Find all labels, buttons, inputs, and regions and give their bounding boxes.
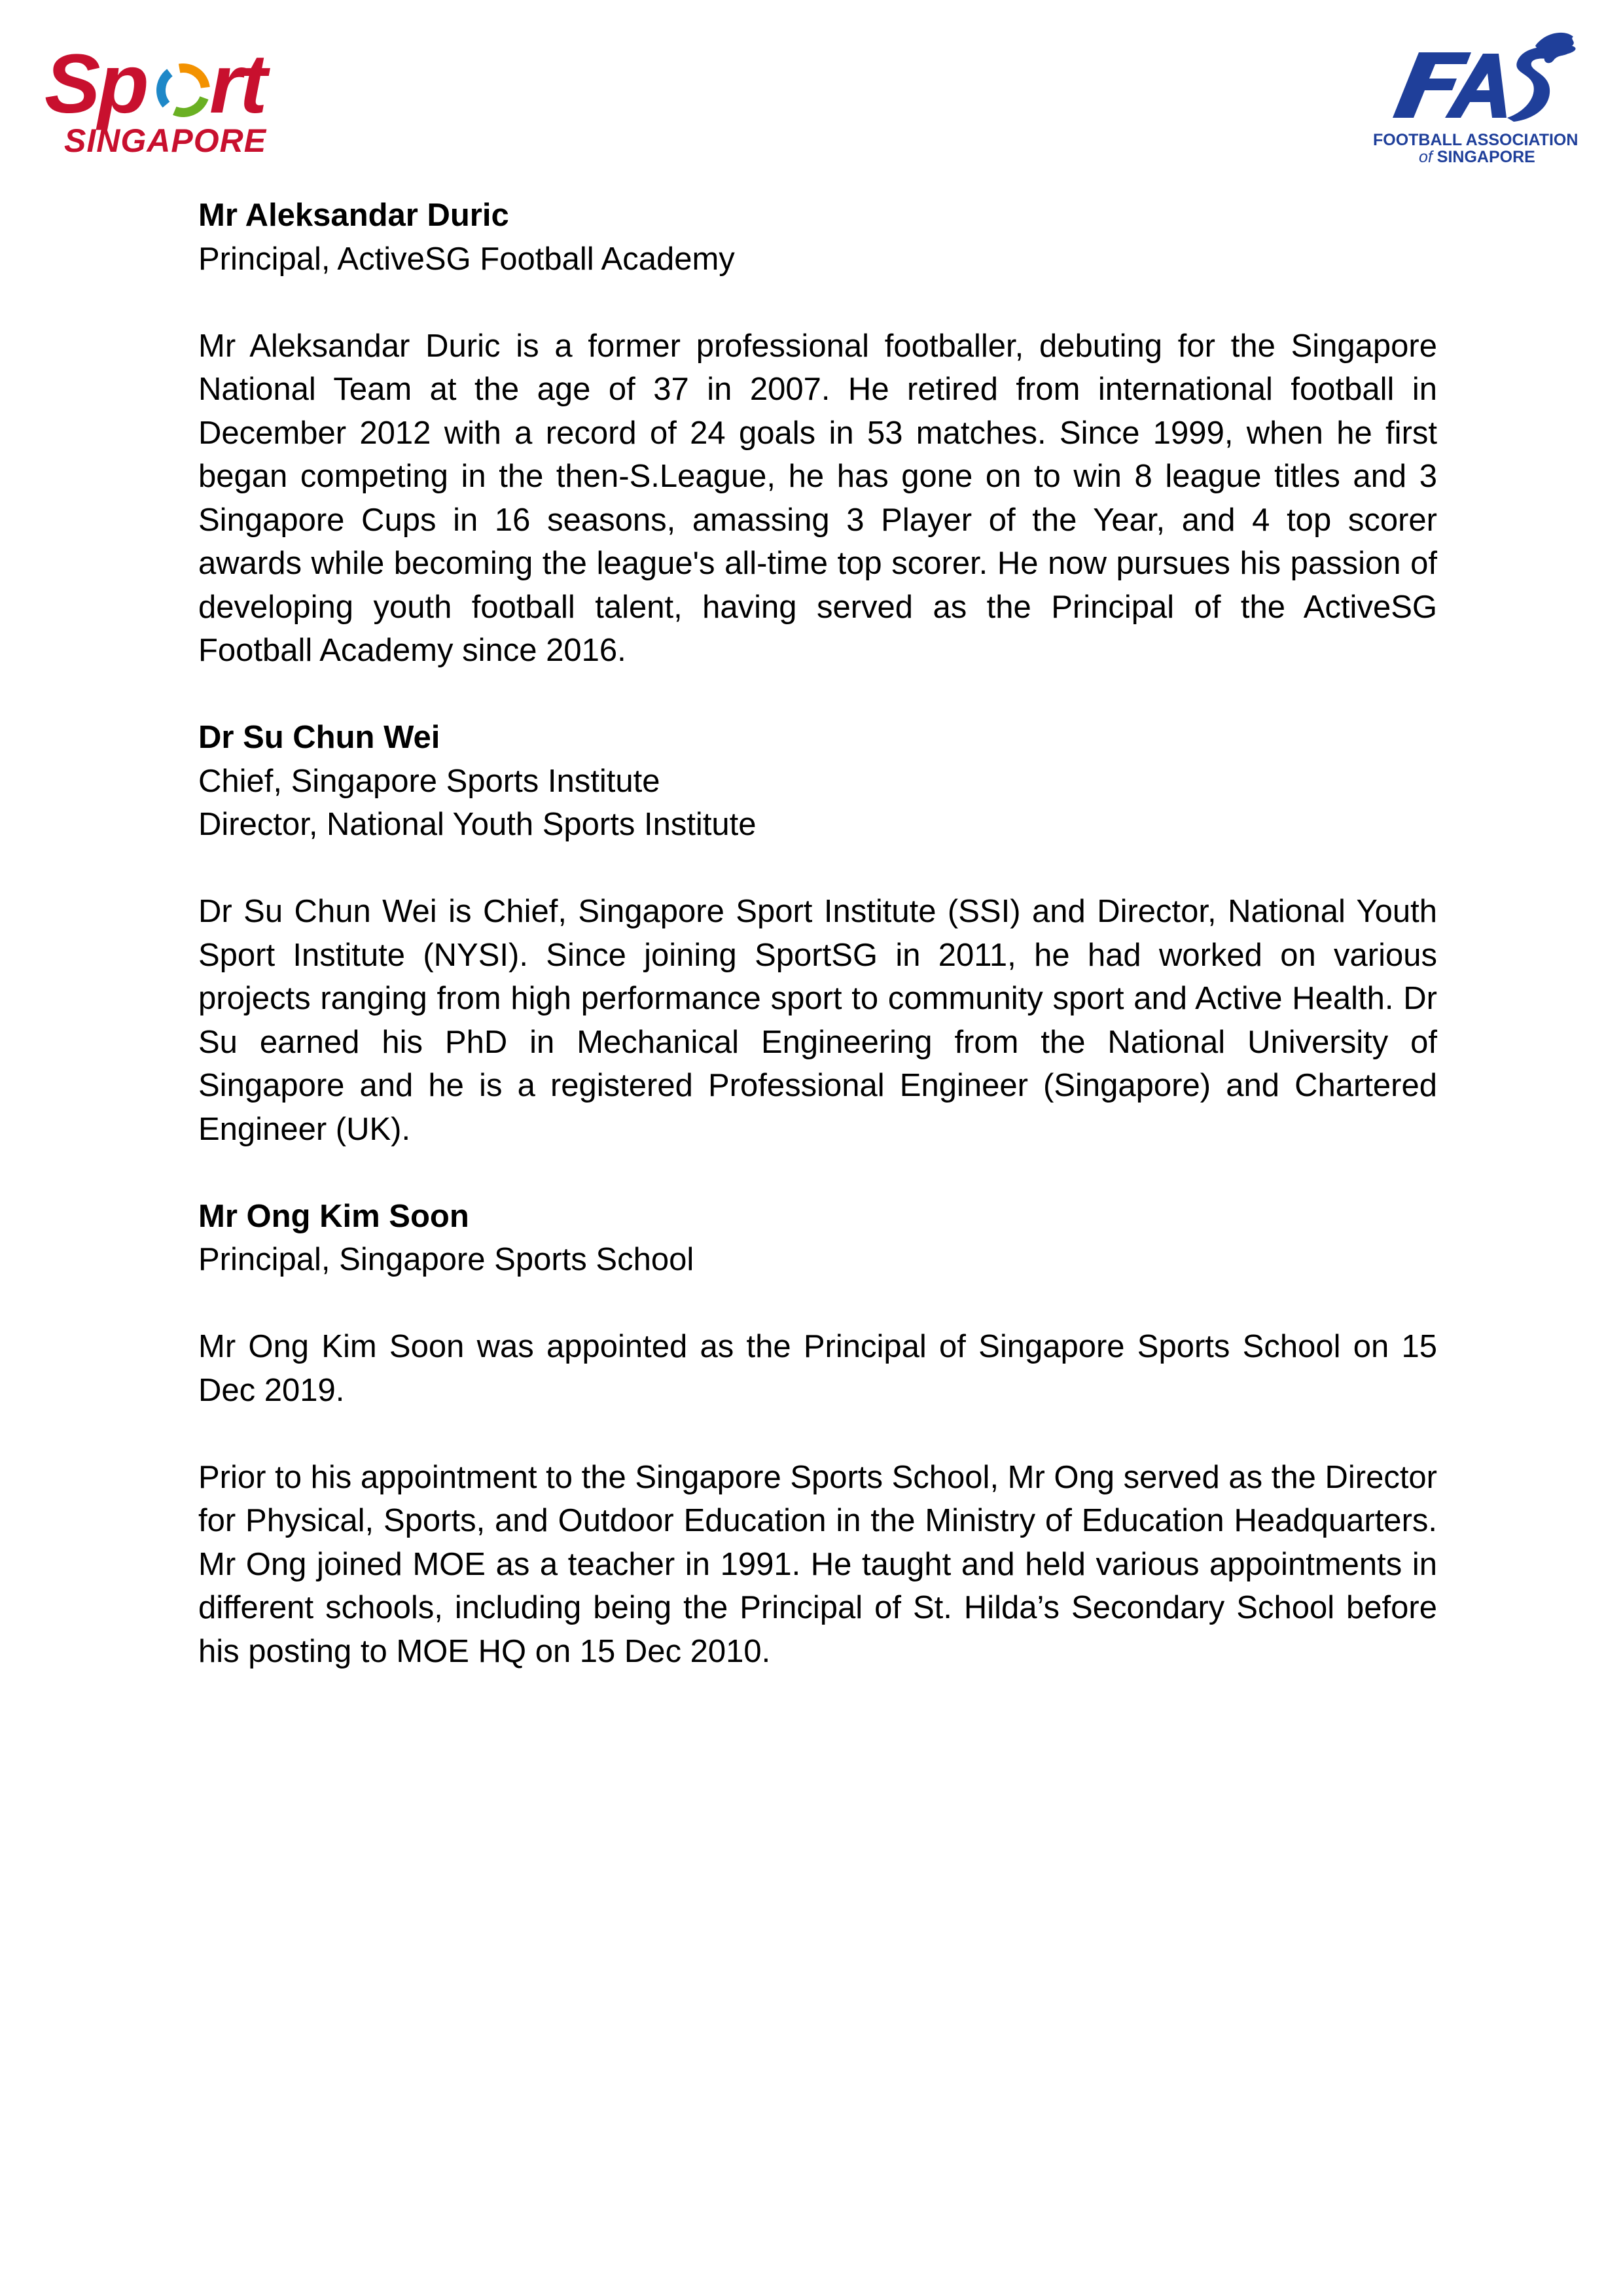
sport-ring-icon: [152, 59, 215, 122]
svg-text:Sp: Sp: [45, 39, 147, 131]
svg-text:SINGAPORE: SINGAPORE: [64, 122, 267, 159]
sport-singapore-logo: [45, 39, 300, 164]
fas-line2: of SINGAPORE: [1419, 148, 1535, 166]
profile-bio: Dr Su Chun Wei is Chief, Singapore Sport Institute (SSI) and Director, National Youth Sport Institute (NYSI). Since joining SportSG in 2011, he had worked on various projects ranging from high performance sport to community sport and Active Health. Dr Su earned his PhD in Mechanical Engineering from the National University of Singapore and he is a registered Professional Engineer (Singapore) and Chartered Engineer (UK).: [198, 894, 1437, 1147]
profile-su: [198, 716, 1437, 1151]
profile-ong: [198, 1195, 1437, 1674]
profile-name: Mr Ong Kim Soon: [198, 1198, 469, 1234]
profile-role: Principal, Singapore Sports School: [198, 1242, 694, 1277]
profile-bio: Prior to his appointment to the Singapore Sports School, Mr Ong served as the Director for Physical, Sports, and Outdoor Education in the Ministry of Education Headquarters. Mr Ong joined MOE as a teacher in 1991. He taught and held various appointments in different schools, including being the Principal of St. Hilda’s Secondary School before his posting to MOE HQ on 15 Dec 2010.: [198, 1459, 1437, 1669]
profile-duric: [198, 194, 1437, 673]
profile-bio: Mr Ong Kim Soon was appointed as the Principal of Singapore Sports School on 15 Dec 2019.: [198, 1329, 1437, 1408]
profile-name: Mr Aleksandar Duric: [198, 198, 509, 233]
fas-line1: FOOTBALL ASSOCIATION: [1373, 131, 1578, 149]
fas-logo: [1373, 26, 1582, 170]
profile-bio: Mr Aleksandar Duric is a former professional footballer, debuting for the Singapore National Team at the age of 37 in 2007. He retired from international football in December 2012 with a record of 24 goals in 53 matches. Since 1999, when he first began competing in the then-S.League, he has gone on to win 8 league titles and 3 Singapore Cups in 16 seasons, amassing 3 Player of the Year, and 4 top scorer awards while becoming the league's all-time top scorer. He now pursues his passion of developing youth football talent, having served as the Principal of the ActiveSG Football Academy since 2016.: [198, 328, 1437, 668]
profile-name: Dr Su Chun Wei: [198, 720, 440, 755]
svg-text:rt: rt: [209, 39, 265, 131]
profile-role: Chief, Singapore Sports Institute: [198, 763, 660, 799]
profile-role: Director, National Youth Sports Institute: [198, 807, 757, 842]
profile-role: Principal, ActiveSG Football Academy: [198, 241, 735, 277]
document-body: [198, 194, 1437, 1717]
